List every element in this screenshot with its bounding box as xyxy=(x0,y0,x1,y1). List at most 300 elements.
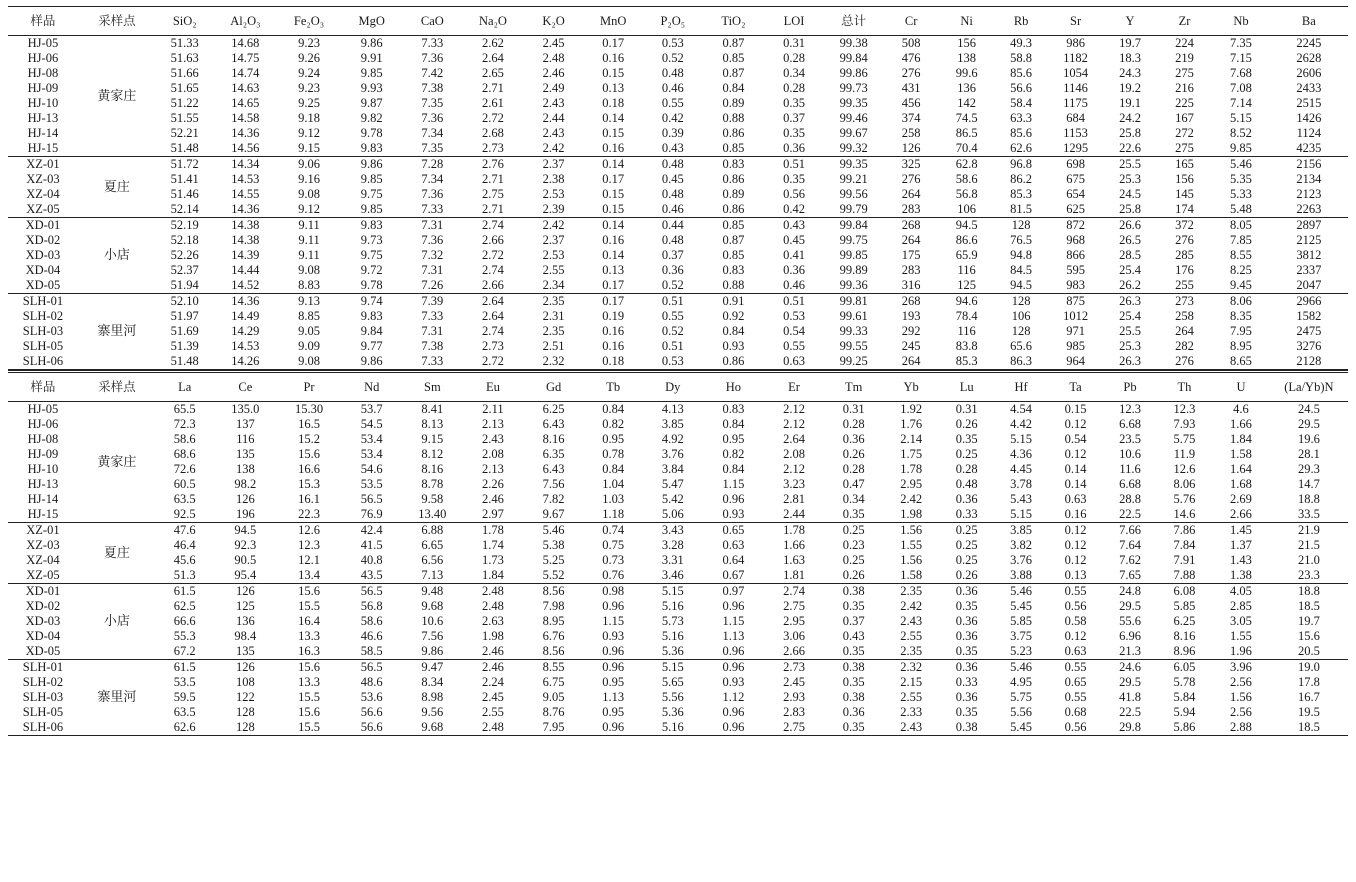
value-cell: 264 xyxy=(901,187,921,201)
value-cell: 0.51 xyxy=(661,294,684,308)
table-row xyxy=(8,309,1348,324)
value-cell: 7.98 xyxy=(542,599,565,613)
value-cell: 53.5 xyxy=(360,477,383,491)
value-cell: 7.64 xyxy=(1119,538,1141,552)
column-header: Fe₂O₃ xyxy=(293,14,325,28)
sample-id-cell: HJ-13 xyxy=(27,111,59,125)
value-cell: 2123 xyxy=(1296,187,1322,201)
value-cell: 83.8 xyxy=(955,339,978,353)
value-cell: 0.48 xyxy=(661,233,684,247)
value-cell: 2.14 xyxy=(900,432,923,446)
value-cell: 0.19 xyxy=(602,309,625,323)
value-cell: 1.58 xyxy=(1230,447,1252,461)
value-cell: 99.79 xyxy=(839,202,868,216)
value-cell: 9.12 xyxy=(298,126,320,140)
value-cell: 0.12 xyxy=(1064,629,1087,643)
column-header: MnO xyxy=(600,14,627,28)
value-cell: 0.37 xyxy=(661,248,684,262)
ree-trace-element-table xyxy=(8,370,1348,736)
value-cell: 48.6 xyxy=(360,675,383,689)
sampling-site-cell: 小店 xyxy=(103,614,130,629)
value-cell: 62.5 xyxy=(173,599,196,613)
value-cell: 7.35 xyxy=(421,141,444,155)
table-row xyxy=(8,629,1348,644)
value-cell: 126 xyxy=(235,660,255,674)
value-cell: 2.73 xyxy=(783,660,805,674)
value-cell: 283 xyxy=(901,202,921,216)
value-cell: 18.8 xyxy=(1297,584,1320,598)
value-cell: 9.05 xyxy=(298,324,320,338)
value-cell: 2.56 xyxy=(1230,705,1252,719)
value-cell: 76.5 xyxy=(1010,233,1033,247)
value-cell: 2.11 xyxy=(482,402,504,416)
value-cell: 15.6 xyxy=(298,447,320,461)
value-cell: 8.96 xyxy=(1173,644,1196,658)
value-cell: 9.06 xyxy=(298,157,320,171)
value-cell: 2.71 xyxy=(482,81,504,95)
value-cell: 16.1 xyxy=(298,492,320,506)
column-header: Ni xyxy=(960,14,973,28)
sample-id-cell: SLH-06 xyxy=(22,720,64,734)
value-cell: 7.65 xyxy=(1119,568,1141,582)
value-cell: 0.14 xyxy=(602,111,625,125)
value-cell: 0.56 xyxy=(783,187,805,201)
value-cell: 0.37 xyxy=(842,614,865,628)
value-cell: 1.78 xyxy=(900,462,923,476)
value-cell: 0.83 xyxy=(722,402,745,416)
table-row xyxy=(8,81,1348,96)
value-cell: 58.6 xyxy=(173,432,196,446)
value-cell: 7.35 xyxy=(421,96,444,110)
sample-id-cell: XD-03 xyxy=(25,614,61,628)
value-cell: 0.14 xyxy=(602,157,625,171)
value-cell: 85.6 xyxy=(1010,126,1033,140)
value-cell: 2.38 xyxy=(542,172,565,186)
sample-id-cell: XZ-03 xyxy=(26,538,60,552)
value-cell: 9.83 xyxy=(360,309,383,323)
value-cell: 0.84 xyxy=(722,417,745,431)
value-cell: 0.36 xyxy=(842,432,865,446)
value-cell: 8.95 xyxy=(542,614,565,628)
value-cell: 2.63 xyxy=(482,614,504,628)
table-row xyxy=(8,675,1348,690)
value-cell: 1.13 xyxy=(722,629,745,643)
value-cell: 872 xyxy=(1066,218,1085,232)
value-cell: 99.46 xyxy=(839,111,868,125)
value-cell: 51.39 xyxy=(170,339,199,353)
value-cell: 63.5 xyxy=(173,705,196,719)
value-cell: 51.55 xyxy=(170,111,199,125)
sample-id-cell: SLH-01 xyxy=(22,660,64,674)
value-cell: 7.33 xyxy=(421,309,444,323)
value-cell: 0.51 xyxy=(661,339,684,353)
value-cell: 1.66 xyxy=(783,538,805,552)
value-cell: 78.4 xyxy=(955,309,978,323)
value-cell: 138 xyxy=(957,51,977,65)
value-cell: 29.5 xyxy=(1119,675,1141,689)
value-cell: 14.29 xyxy=(231,324,260,338)
value-cell: 0.48 xyxy=(661,187,684,201)
header-row xyxy=(8,372,1348,402)
value-cell: 5.15 xyxy=(1230,111,1252,125)
value-cell: 0.28 xyxy=(783,81,805,95)
value-cell: 9.67 xyxy=(542,507,565,521)
value-cell: 0.14 xyxy=(1064,477,1087,491)
value-cell: 8.06 xyxy=(1173,477,1196,491)
value-cell: 985 xyxy=(1066,339,1085,353)
value-cell: 0.42 xyxy=(783,202,805,216)
value-cell: 2.42 xyxy=(542,141,565,155)
value-cell: 5.94 xyxy=(1173,705,1196,719)
value-cell: 15.5 xyxy=(298,599,320,613)
value-cell: 46.4 xyxy=(173,538,196,552)
value-cell: 1.03 xyxy=(602,492,625,506)
value-cell: 14.34 xyxy=(231,157,260,171)
sample-id-cell: HJ-05 xyxy=(27,36,59,50)
value-cell: 0.84 xyxy=(722,324,745,338)
value-cell: 3.84 xyxy=(661,462,684,476)
value-cell: 4.45 xyxy=(1010,462,1033,476)
value-cell: 0.87 xyxy=(722,233,745,247)
value-cell: 0.48 xyxy=(955,477,978,491)
sample-id-cell: XD-04 xyxy=(25,629,61,643)
value-cell: 8.85 xyxy=(298,309,320,323)
value-cell: 99.56 xyxy=(839,187,868,201)
value-cell: 6.08 xyxy=(1173,584,1196,598)
value-cell: 5.06 xyxy=(661,507,684,521)
column-header: 采样点 xyxy=(98,380,136,394)
value-cell: 0.85 xyxy=(722,218,745,232)
table-row xyxy=(8,66,1348,81)
value-cell: 2.72 xyxy=(482,248,504,262)
value-cell: 55.6 xyxy=(1119,614,1141,628)
value-cell: 0.25 xyxy=(955,553,978,567)
value-cell: 51.46 xyxy=(170,187,199,201)
value-cell: 52.18 xyxy=(170,233,199,247)
value-cell: 16.5 xyxy=(298,417,320,431)
value-cell: 2263 xyxy=(1296,202,1322,216)
value-cell: 9.73 xyxy=(360,233,383,247)
value-cell: 0.16 xyxy=(602,233,625,247)
table-row xyxy=(8,324,1348,339)
value-cell: 9.24 xyxy=(298,66,320,80)
value-cell: 8.76 xyxy=(542,705,565,719)
value-cell: 3.05 xyxy=(1230,614,1252,628)
value-cell: 72.6 xyxy=(173,462,196,476)
value-cell: 2.08 xyxy=(783,447,805,461)
value-cell: 65.9 xyxy=(955,248,978,262)
value-cell: 2.56 xyxy=(1230,675,1252,689)
column-header: TiO₂ xyxy=(721,14,746,28)
column-header: Sr xyxy=(1070,14,1082,28)
column-header: SiO₂ xyxy=(172,14,197,28)
value-cell: 276 xyxy=(1175,354,1194,368)
value-cell: 2.64 xyxy=(783,432,805,446)
value-cell: 276 xyxy=(901,66,921,80)
value-cell: 0.26 xyxy=(955,568,978,582)
sample-id-cell: XD-01 xyxy=(25,584,61,598)
value-cell: 40.8 xyxy=(360,553,383,567)
value-cell: 99.55 xyxy=(839,339,868,353)
value-cell: 2.13 xyxy=(482,417,504,431)
column-header: 样品 xyxy=(30,380,56,394)
value-cell: 58.5 xyxy=(360,644,383,658)
value-cell: 5.46 xyxy=(1010,660,1033,674)
value-cell: 2.48 xyxy=(482,720,504,734)
value-cell: 5.85 xyxy=(1173,599,1196,613)
value-cell: 2.12 xyxy=(783,402,805,416)
column-header: Tb xyxy=(606,380,621,394)
value-cell: 28.8 xyxy=(1119,492,1141,506)
value-cell: 2475 xyxy=(1296,324,1322,338)
value-cell: 98.4 xyxy=(234,629,257,643)
value-cell: 2.13 xyxy=(482,462,504,476)
value-cell: 24.5 xyxy=(1297,402,1320,416)
value-cell: 2.42 xyxy=(542,218,565,232)
value-cell: 9.86 xyxy=(360,36,383,50)
sample-id-cell: XD-05 xyxy=(25,278,61,292)
sampling-site-cell: 黄家庄 xyxy=(97,88,137,104)
value-cell: 2245 xyxy=(1296,36,1322,50)
column-header: Dy xyxy=(665,380,681,394)
value-cell: 2125 xyxy=(1296,233,1322,247)
table-row xyxy=(8,141,1348,157)
value-cell: 0.73 xyxy=(602,553,625,567)
value-cell: 9.86 xyxy=(421,644,444,658)
value-cell: 0.53 xyxy=(661,354,684,368)
value-cell: 29.3 xyxy=(1297,462,1320,476)
sample-id-cell: XZ-05 xyxy=(26,202,60,216)
table-row xyxy=(8,538,1348,553)
column-header: Zr xyxy=(1178,14,1191,28)
value-cell: 5.15 xyxy=(1010,432,1033,446)
value-cell: 2.53 xyxy=(542,187,565,201)
value-cell: 1.73 xyxy=(482,553,504,567)
value-cell: 0.12 xyxy=(1064,523,1087,537)
value-cell: 5.38 xyxy=(542,538,565,552)
table-row xyxy=(8,447,1348,462)
value-cell: 26.6 xyxy=(1119,218,1141,232)
value-cell: 14.39 xyxy=(231,248,260,262)
value-cell: 5.73 xyxy=(661,614,684,628)
table-row xyxy=(8,263,1348,278)
value-cell: 53.4 xyxy=(360,432,383,446)
sample-id-cell: HJ-08 xyxy=(27,432,59,446)
value-cell: 1.04 xyxy=(602,477,625,491)
value-cell: 18.5 xyxy=(1297,599,1320,613)
sample-id-cell: XD-01 xyxy=(25,218,61,232)
value-cell: 5.42 xyxy=(661,492,684,506)
value-cell: 0.88 xyxy=(722,111,745,125)
value-cell: 13.3 xyxy=(298,629,320,643)
table-row xyxy=(8,720,1348,736)
value-cell: 4.54 xyxy=(1010,402,1033,416)
value-cell: 85.6 xyxy=(1010,66,1033,80)
value-cell: 99.61 xyxy=(839,309,868,323)
sample-id-cell: SLH-03 xyxy=(22,690,64,704)
value-cell: 1.66 xyxy=(1230,417,1252,431)
value-cell: 0.25 xyxy=(955,538,978,552)
value-cell: 9.47 xyxy=(421,660,444,674)
value-cell: 283 xyxy=(901,263,921,277)
value-cell: 7.38 xyxy=(421,339,444,353)
value-cell: 7.31 xyxy=(421,324,444,338)
value-cell: 2.43 xyxy=(900,720,923,734)
value-cell: 9.77 xyxy=(360,339,383,353)
column-header: Yb xyxy=(903,380,919,394)
value-cell: 1.13 xyxy=(602,690,625,704)
value-cell: 22.5 xyxy=(1119,705,1141,719)
value-cell: 25.5 xyxy=(1119,157,1141,171)
value-cell: 2.97 xyxy=(482,507,504,521)
value-cell: 0.63 xyxy=(722,538,745,552)
value-cell: 193 xyxy=(901,309,921,323)
value-cell: 21.9 xyxy=(1297,523,1320,537)
value-cell: 0.96 xyxy=(602,720,625,734)
value-cell: 85.3 xyxy=(1010,187,1033,201)
value-cell: 5.85 xyxy=(1010,614,1033,628)
value-cell: 2.95 xyxy=(783,614,805,628)
value-cell: 1.15 xyxy=(602,614,625,628)
value-cell: 51.3 xyxy=(173,568,196,582)
value-cell: 125 xyxy=(957,278,977,292)
value-cell: 14.36 xyxy=(231,202,260,216)
column-header: P₂O₅ xyxy=(660,14,686,28)
value-cell: 4.36 xyxy=(1010,447,1033,461)
value-cell: 0.26 xyxy=(842,447,865,461)
value-cell: 51.97 xyxy=(170,309,199,323)
value-cell: 70.4 xyxy=(955,141,978,155)
value-cell: 7.33 xyxy=(421,202,444,216)
column-header: 样品 xyxy=(30,14,56,28)
value-cell: 1.76 xyxy=(900,417,923,431)
value-cell: 268 xyxy=(901,218,921,232)
value-cell: 2.55 xyxy=(542,263,565,277)
value-cell: 0.14 xyxy=(602,248,625,262)
value-cell: 14.6 xyxy=(1173,507,1196,521)
value-cell: 0.17 xyxy=(602,278,625,292)
value-cell: 24.8 xyxy=(1119,584,1141,598)
value-cell: 15.6 xyxy=(298,584,320,598)
value-cell: 0.18 xyxy=(602,354,625,368)
value-cell: 1.45 xyxy=(1230,523,1252,537)
sample-id-cell: HJ-13 xyxy=(27,477,59,491)
value-cell: 1.37 xyxy=(1230,538,1252,552)
value-cell: 1.18 xyxy=(602,507,625,521)
value-cell: 94.6 xyxy=(955,294,978,308)
value-cell: 52.14 xyxy=(170,202,199,216)
table-row xyxy=(8,507,1348,523)
value-cell: 0.85 xyxy=(722,248,745,262)
value-cell: 0.85 xyxy=(722,51,745,65)
table-row xyxy=(8,402,1348,418)
value-cell: 0.33 xyxy=(955,675,978,689)
value-cell: 0.43 xyxy=(661,141,684,155)
value-cell: 165 xyxy=(1175,157,1194,171)
value-cell: 0.35 xyxy=(842,675,865,689)
value-cell: 9.68 xyxy=(421,720,444,734)
value-cell: 8.65 xyxy=(1230,354,1252,368)
value-cell: 0.64 xyxy=(722,553,745,567)
value-cell: 1146 xyxy=(1063,81,1088,95)
value-cell: 2.42 xyxy=(900,492,923,506)
value-cell: 68.6 xyxy=(173,447,196,461)
sampling-site-cell: 黄家庄 xyxy=(97,454,137,470)
value-cell: 7.93 xyxy=(1173,417,1196,431)
value-cell: 0.95 xyxy=(602,432,625,446)
value-cell: 13.40 xyxy=(418,507,447,521)
value-cell: 0.36 xyxy=(955,690,978,704)
value-cell: 2047 xyxy=(1296,278,1322,292)
value-cell: 2.46 xyxy=(482,492,504,506)
value-cell: 0.65 xyxy=(722,523,745,537)
value-cell: 15.5 xyxy=(298,690,320,704)
major-trace-element-table xyxy=(8,6,1348,370)
value-cell: 51.48 xyxy=(170,141,199,155)
value-cell: 1175 xyxy=(1063,96,1088,110)
value-cell: 7.13 xyxy=(421,568,444,582)
value-cell: 4.05 xyxy=(1230,584,1252,598)
value-cell: 126 xyxy=(235,492,255,506)
value-cell: 19.2 xyxy=(1119,81,1141,95)
value-cell: 264 xyxy=(901,233,921,247)
value-cell: 5.33 xyxy=(1230,187,1252,201)
value-cell: 5.65 xyxy=(661,675,684,689)
value-cell: 0.36 xyxy=(955,492,978,506)
value-cell: 17.8 xyxy=(1297,675,1320,689)
value-cell: 5.43 xyxy=(1010,492,1033,506)
value-cell: 0.35 xyxy=(783,96,805,110)
value-cell: 41.8 xyxy=(1119,690,1141,704)
value-cell: 268 xyxy=(901,294,921,308)
value-cell: 7.88 xyxy=(1173,568,1196,582)
value-cell: 2.24 xyxy=(482,675,504,689)
value-cell: 0.34 xyxy=(842,492,865,506)
column-header: Nd xyxy=(364,380,380,394)
sample-id-cell: HJ-10 xyxy=(27,96,59,110)
value-cell: 5.76 xyxy=(1173,492,1196,506)
value-cell: 2.48 xyxy=(482,599,504,613)
value-cell: 76.9 xyxy=(360,507,383,521)
value-cell: 6.68 xyxy=(1119,417,1141,431)
value-cell: 2.35 xyxy=(542,324,565,338)
value-cell: 0.84 xyxy=(722,462,745,476)
value-cell: 8.06 xyxy=(1230,294,1252,308)
value-cell: 0.38 xyxy=(842,690,865,704)
value-cell: 0.35 xyxy=(842,644,865,658)
value-cell: 66.6 xyxy=(173,614,196,628)
value-cell: 52.37 xyxy=(170,263,199,277)
value-cell: 0.55 xyxy=(1064,660,1087,674)
table-row xyxy=(8,36,1348,52)
sampling-site-cell: 小店 xyxy=(103,248,130,263)
value-cell: 116 xyxy=(236,432,255,446)
value-cell: 0.16 xyxy=(602,324,625,338)
value-cell: 24.6 xyxy=(1119,660,1141,674)
value-cell: 2.48 xyxy=(542,51,565,65)
value-cell: 94.5 xyxy=(1010,278,1033,292)
value-cell: 2.42 xyxy=(900,599,923,613)
value-cell: 52.26 xyxy=(170,248,199,262)
value-cell: 9.11 xyxy=(298,218,320,232)
column-header: Al₂O₃ xyxy=(230,14,261,28)
value-cell: 0.38 xyxy=(955,720,978,734)
value-cell: 0.68 xyxy=(1064,705,1087,719)
value-cell: 6.68 xyxy=(1119,477,1141,491)
value-cell: 5.15 xyxy=(1010,507,1033,521)
value-cell: 6.56 xyxy=(421,553,444,567)
value-cell: 0.67 xyxy=(722,568,745,582)
